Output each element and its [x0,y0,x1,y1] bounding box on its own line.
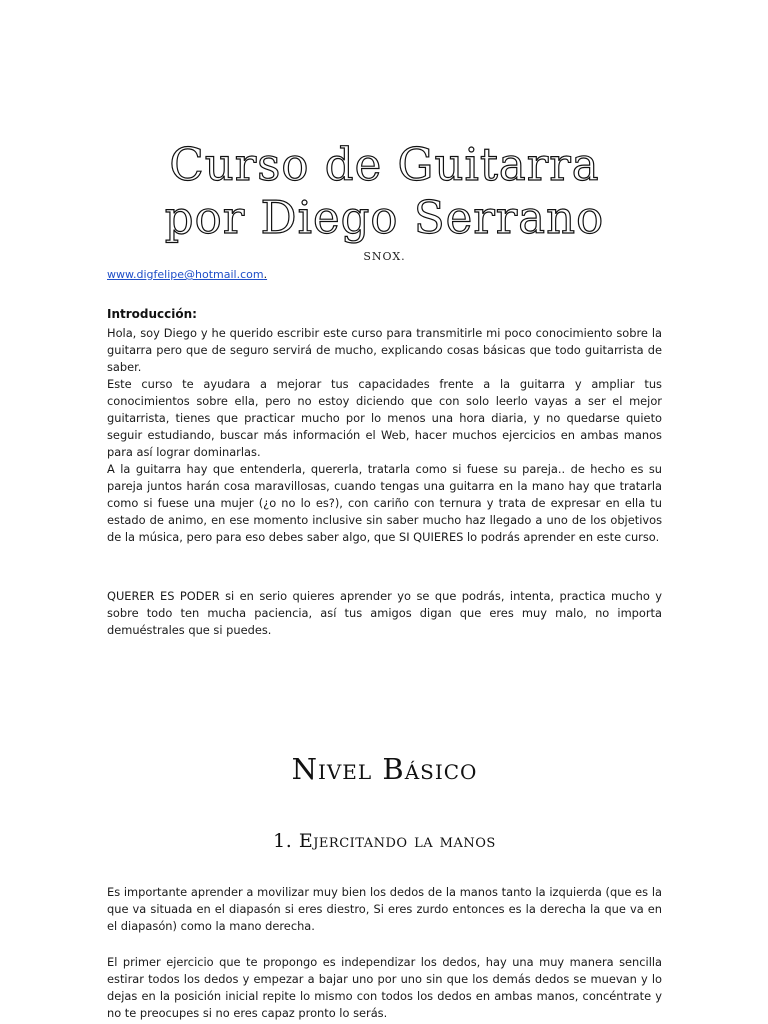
intro-heading: Introducción: [107,307,197,321]
intro-paragraph: Hola, soy Diego y he querido escribir este curso para transmitirle mi poco conocimiento sobre la guitarra pero que de seguro servirá de mucho, explicando cosas básicas que todo guitarrista de saber. [107,326,662,374]
intro-paragraph: A la guitarra hay que entenderla, quererla, tratarla como si fuese su pareja.. de hecho es su pareja juntos harán cosa maravillosas, cuando tengas una guitarra en la mano hay que tratarla como si fuese una mujer (¿o no lo es?), con cariño con ternura y trata de expresar en ella tu estado de animo, en ese momento inclusive sin saber mucho haz llegado a uno de los objetivos de la música, pero para eso debes saber algo, que SI QUIERES lo podrás aprender en este curso. [107,462,662,544]
motivation-section [107,588,662,639]
exercise-heading: 1. Ejercitando la manos [273,830,496,852]
exercise-paragraph-1 [107,884,662,935]
document-title [107,138,662,244]
motivation-paragraph: QUERER ES PODER si en serio quieres aprender yo se que podrás, intenta, practica mucho y sobre todo ten mucha paciencia, así tus amigos digan que eres muy malo, no importa demuéstrales que si puedes. [107,589,662,637]
level-heading: Nivel Básico [291,752,478,786]
email-link-row [107,268,267,281]
exercise-paragraph-2 [107,954,662,1022]
exercise-paragraph: Es importante aprender a movilizar muy bien los dedos de la manos tanto la izquierda (que es la que va situada en el diapasón si eres diestro, Si eres zurdo entonces es la derecha la que va en el diapasón) como la mano derecha. [107,885,662,933]
exercise-paragraph: El primer ejercicio que te propongo es independizar los dedos, hay una muy manera sencilla estirar todos los dedos y empezar a bajar uno por uno sin que los demás dedos se muevan y lo dejas en la posición inicial repite lo mismo con todos los dedos en ambas manos, concéntrate y no te preocupes si no eres capaz pronto lo serás. [107,955,662,1020]
intro-section [107,325,662,546]
email-suffix: . [263,268,268,281]
title-line-2: por Diego Serrano [164,191,605,244]
author-alias: SNOX. [363,250,406,263]
intro-paragraph: Este curso te ayudara a mejorar tus capacidades frente a la guitarra y ampliar tus conocimientos sobre ella, pero no estoy diciendo que con solo leerlo vayas a ser el mejor guitarrista, tienes que practicar mucho por lo menos una hora diaria, y no quedarse quieto seguir estudiando, buscar más información el Web, hacer muchos ejercicios en ambas manos para así lograr dominarlas. [107,377,662,459]
email-link[interactable]: www.digfelipe@hotmail.com [107,268,264,281]
title-line-1: Curso de Guitarra [169,138,600,191]
